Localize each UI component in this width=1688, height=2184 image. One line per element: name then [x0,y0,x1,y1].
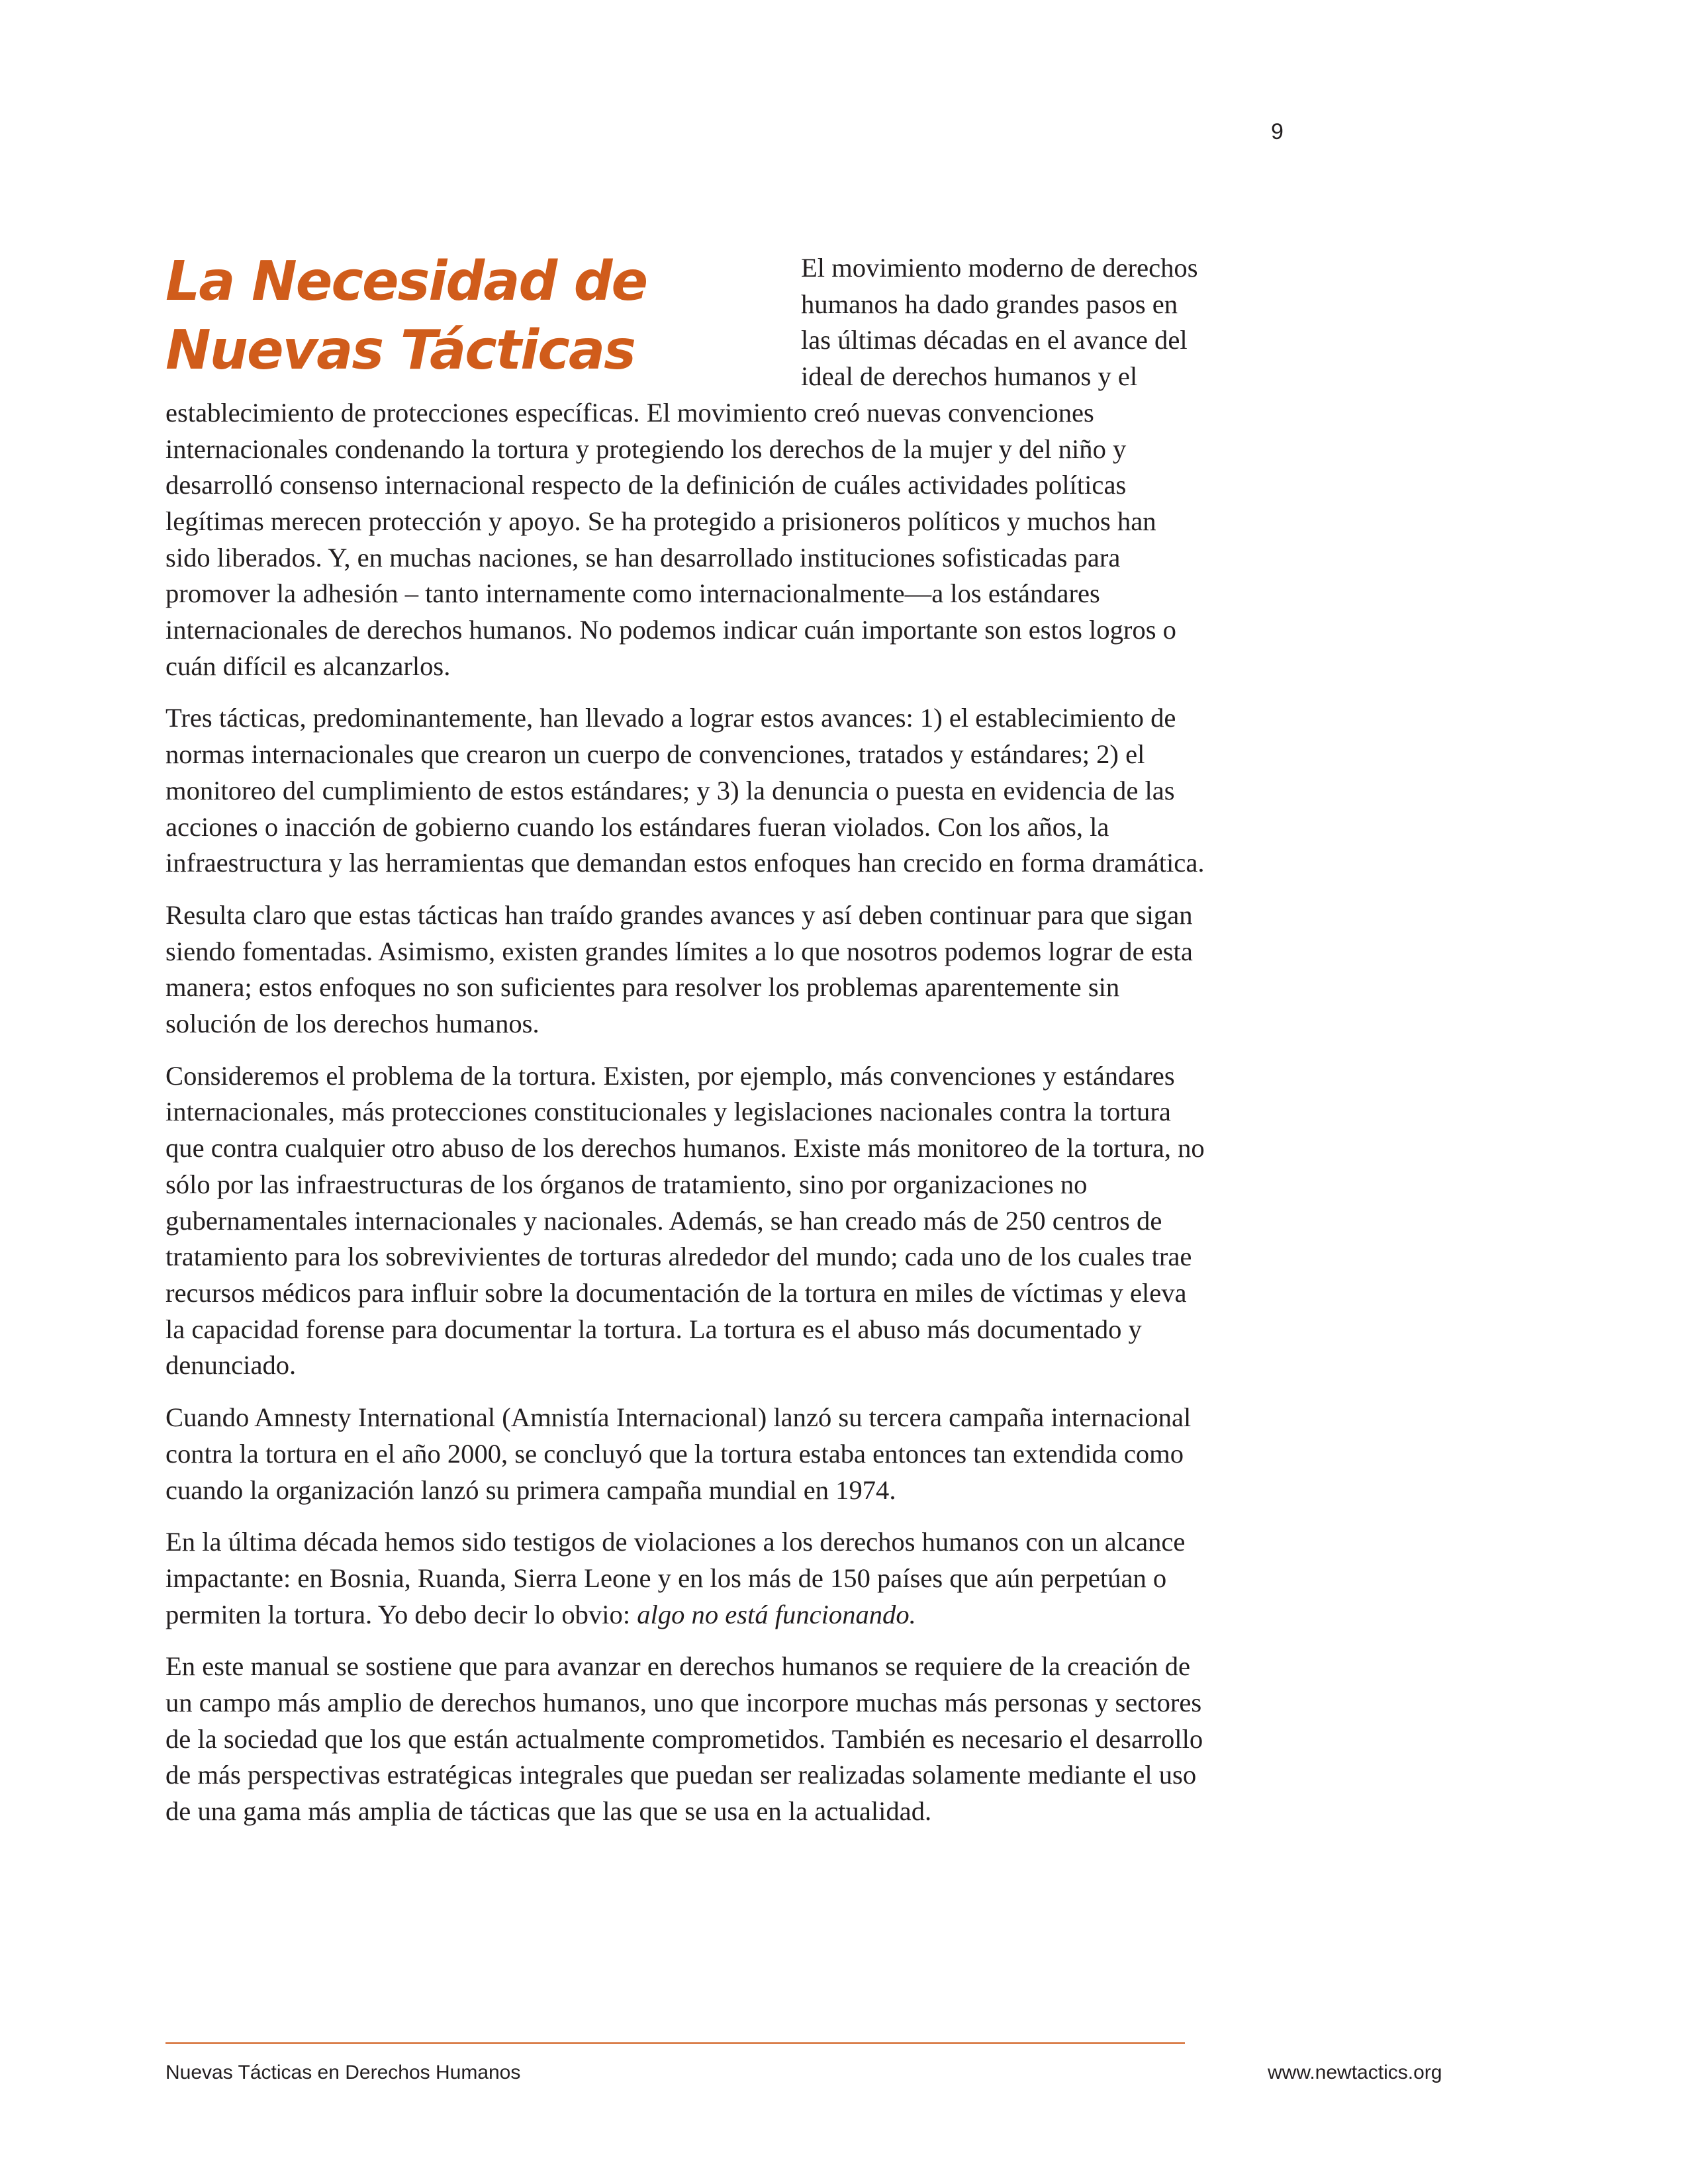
emphasis-text: algo no está funcionando. [637,1599,916,1629]
title-line-1: La Necesidad de [165,250,647,313]
paragraph: En este manual se sostiene que para avanzar en derechos humanos se requiere de la creación de un campo más amplio de derechos humanos, uno que incorpore muchas más personas y sectores de la sociedad que los que están actualmente comprometidos. También es necesario el desarrollo de más perspectivas estratégicas integrales que puedan ser realizadas solamente mediante el uso de una gama más amplia de tácticas que las que se usa en la actualidad. [165,1651,1203,1827]
footer-website: www.newtactics.org [1268,2062,1442,2083]
footer-divider [165,2042,1185,2044]
page-number: 9 [1271,119,1284,144]
paragraph: Consideremos el problema de la tortura. Existen, por ejemplo, más convenciones y estándares internacionales, más protecciones constitucionales y legislaciones nacionales contra la tortura que contra cualquier otro abuso de los derechos humanos. Existe más monitoreo de la tortura, no sólo por las infraestructuras de los órganos de tratamiento, sino por organizaciones no gubernamentales internacionales y nacionales. Además, se han creado más de 250 centros de tratamiento para los sobrevivientes de torturas alrededor del mundo; cada uno de los cuales trae recursos médicos para influir sobre la documentación de la tortura en miles de víctimas y eleva la capacidad forense para documentar la tortura. La tortura es el abuso más documentado y denunciado. [165,1060,1205,1381]
article-body [165,250,1205,1846]
paragraph: Cuando Amnesty International (Amnistía Internacional) lanzó su tercera campaña internacional contra la tortura en el año 2000, se concluyó que la tortura estaba entonces tan extendida como cuando la organización lanzó su primera campaña mundial en 1974. [165,1402,1192,1505]
title-line-2: Nuevas Tácticas [165,319,635,382]
paragraph-text: En la última década hemos sido testigos de violaciones a los derechos humanos con un alcance impactante: en Bosnia, Ruanda, Sierra Leone y en los más de 150 países que aún perpetúan o permiten la tortura. Yo debo decir lo obvio: [165,1527,1186,1629]
page-title [165,248,649,385]
footer-publication-title: Nuevas Tácticas en Derechos Humanos [165,2062,521,2083]
paragraph [165,1524,1205,1633]
paragraph: Tres tácticas, predominantemente, han llevado a lograr estos avances: 1) el establecimiento de normas internacionales que crearon un cuerpo de convenciones, tratados y estándares; 2) el monitoreo del cumplimiento de estos estándares; y 3) la denuncia o puesta en evidencia de las acciones o inacción de gobierno cuando los estándares fueran violados. Con los años, la infraestructura y las herramientas que demandan estos enfoques han crecido en forma dramática. [165,703,1205,878]
paragraph: El movimiento moderno de derechos humanos ha dado grandes pasos en las últimas décadas en el avance del ideal de derechos humanos y el establecimiento de protecciones específicas. El movimiento creó nuevas convenciones internacionales condenando la tortura y protegiendo los derechos de la mujer y del niño y desarrolló consenso internacional respecto de la definición de cuáles actividades políticas legítimas merecen protección y apoyo. Se ha protegido a prisioneros políticos y muchos han sido liberados. Y, en muchas naciones, se han desarrollado instituciones sofisticadas para promover la adhesión – tanto internamente como internacionalmente—a los estándares internacionales de derechos humanos. No podemos indicar cuán importante son estos logros o cuán difícil es alcanzarlos. [165,253,1198,681]
paragraph: Resulta claro que estas tácticas han traído grandes avances y así deben continuar para que sigan siendo fomentadas. Asimismo, existen grandes límites a lo que nosotros podemos lograr de esta manera; estos enfoques no son suficientes para resolver los problemas aparentemente sin solución de los derechos humanos. [165,899,1193,1039]
